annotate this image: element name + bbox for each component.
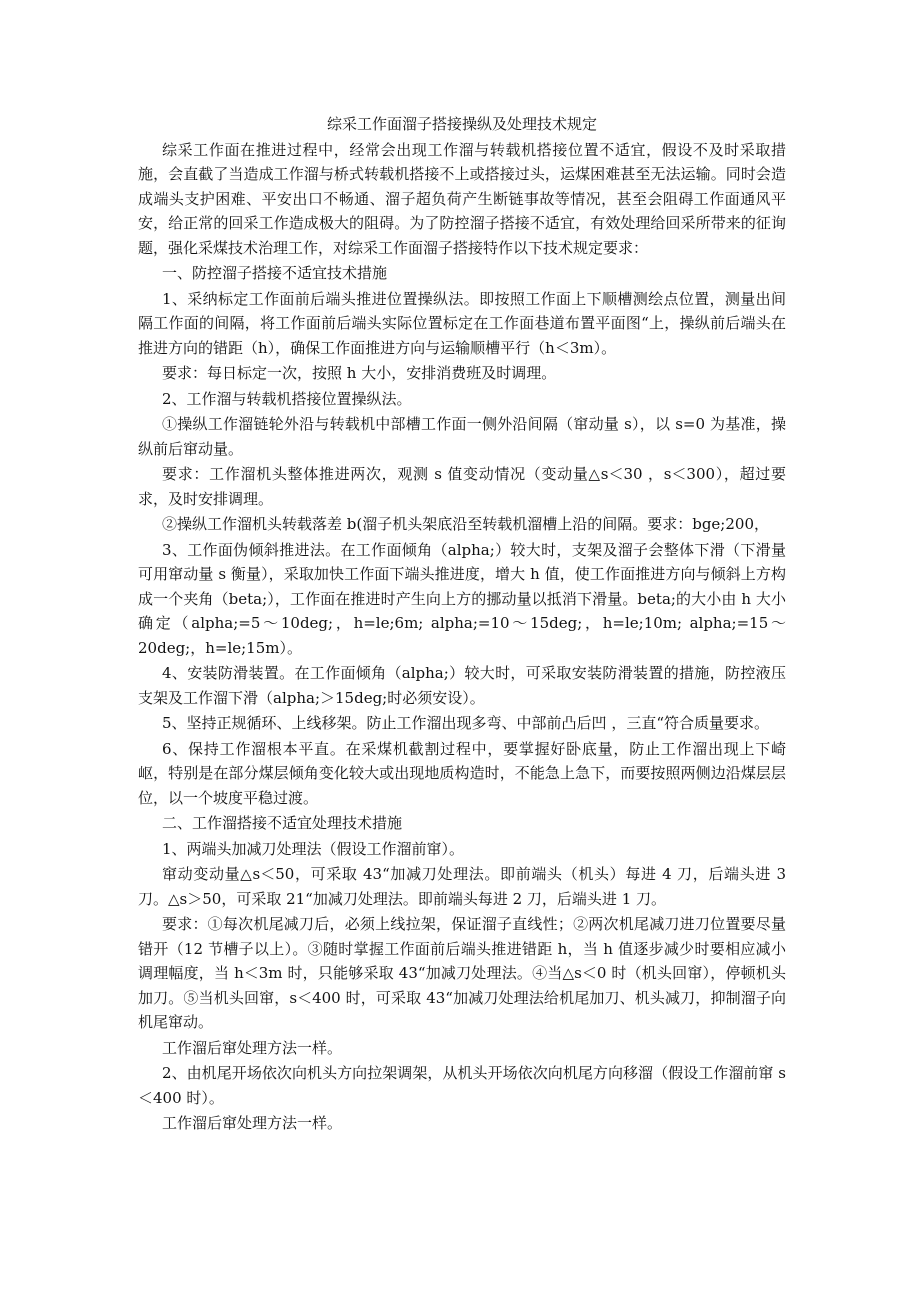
- paragraph-1-1-requirement: 要求：每日标定一次，按照 h 大小，安排消费班及时调理。: [162, 364, 557, 382]
- paragraph-1-2: 2、工作溜与转载机搭接位置操纵法。: [162, 389, 412, 408]
- paragraph-1-1: 1、采纳标定工作面前后端头推进位置操纵法。即按照工作面上下顺槽测绘点位置，测量出间隔工作面的间隔，将工作面前后端头实际位置标定在工作面巷道布置平面图“上，操纵前后端头在推进方向的错距（h），确保工作面推进方向与运输顺槽平行（h＜3m）。: [138, 289, 786, 357]
- paragraph-1-2-a-requirement: 要求：工作溜机头整体推进两次，观测 s 值变动情况（变动量△s＜30 ，s＜300），超过要求，及时安排调理。: [138, 465, 786, 508]
- paragraph-1-3: 3、工作面伪倾斜推进法。在工作面倾角（alpha;）较大时，支架及溜子会整体下滑（下滑量可用窜动量 s 衡量），采取加快工作面下端头推进度，增大 h 值，使工作面推进方向与倾斜上方构成一个夹角（beta;），工作面在推进时产生向上方的挪动量以抵消下滑量。beta;的大小由 h 大小确定（alpha;=5～10deg;，h=le;6m; alpha;=10～15deg;，h=le;10m; alpha;=15～20deg;，h=le;15m）。: [138, 540, 786, 657]
- paragraph-2-1: 1、两端头加减刀处理法（假设工作溜前窜）。: [162, 839, 465, 858]
- section-heading-1: 一、防控溜子搭接不适宜技术措施: [162, 264, 388, 282]
- paragraph-1-2-a: ①操纵工作溜链轮外沿与转载机中部槽工作面一侧外沿间隔（窜动量 s），以 s=0 为基准，操纵前后窜动量。: [138, 415, 786, 458]
- paragraph-2-1-detail: 窜动变动量△s＜50，可采取 43“加减刀处理法。即前端头（机头）每进 4 刀，后端头进 3 刀。△s＞50，可采取 21“加减刀处理法。即前端头每进 2 刀，后端头进 1 刀。: [138, 865, 786, 908]
- paragraph-2-2-note: 工作溜后窜处理方法一样。: [162, 1114, 343, 1132]
- paragraph-1-2-b: ②操纵工作溜机头转载落差 b(溜子机头架底沿至转载机溜槽上沿的间隔。要求：bge;200，: [162, 515, 769, 533]
- paragraph-2-1-requirement: 要求：①每次机尾减刀后，必须上线拉架，保证溜子直线性；②两次机尾减刀进刀位置要尽量错开（12 节槽子以上）。③随时掌握工作面前后端头推进错距 h，当 h 值逐步减少时要相应减小调理幅度，当 h＜3m 时，只能够采取 43“加减刀处理法。④当△s＜0 时（机头回窜），停顿机头加刀。⑤当机头回窜，s＜400 时，可采取 43“加减刀处理法给机尾加刀、机头减刀，抑制溜子向机尾窜动。: [138, 915, 786, 1031]
- paragraph-2-2: 2、由机尾开场依次向机头方向拉架调架，从机头开场依次向机尾方向移溜（假设工作溜前窜 s＜400 时）。: [138, 1064, 786, 1107]
- paragraph-1-4: 4、安装防滑装置。在工作面倾角（alpha;）较大时，可采取安装防滑装置的措施，防控液压支架及工作溜下滑（alpha;＞15deg;时必须安设）。: [138, 664, 786, 707]
- paragraph-intro: 综采工作面在推进过程中，经常会出现工作溜与转载机搭接位置不适宜，假设不及时采取措施，会直截了当造成工作溜与桥式转载机搭接不上或搭接过头，运煤困难甚至无法运输。同时会造成端头支护困难、平安出口不畅通、溜子超负荷产生断链事故等情况，甚至会阻碍工作面通风平安，给正常的回采工作造成极大的阻碍。为了防控溜子搭接不适宜，有效处理给回采所带来的征询题，强化采煤技术治理工作，对综采工作面溜子搭接特作以下技术规定要求：: [138, 140, 786, 257]
- paragraph-2-1-note: 工作溜后窜处理方法一样。: [162, 1038, 343, 1057]
- section-heading-2: 二、工作溜搭接不适宜处理技术措施: [162, 814, 403, 832]
- document-body: [138, 112, 786, 1136]
- paragraph-1-6: 6、保持工作溜根本平直。在采煤机截割过程中，要掌握好卧底量，防止工作溜出现上下崎岖，特别是在部分煤层倾角变化较大或出现地质构造时，不能急上急下，而要按照两侧边沿煤层层位，以一个坡度平稳过渡。: [138, 739, 786, 807]
- document-title: 综采工作面溜子搭接操纵及处理技术规定: [326, 115, 597, 133]
- paragraph-1-5: 5、坚持正规循环、上线移架。防止工作溜出现多弯、中部前凸后凹 ，三直“符合质量要求。: [162, 714, 769, 732]
